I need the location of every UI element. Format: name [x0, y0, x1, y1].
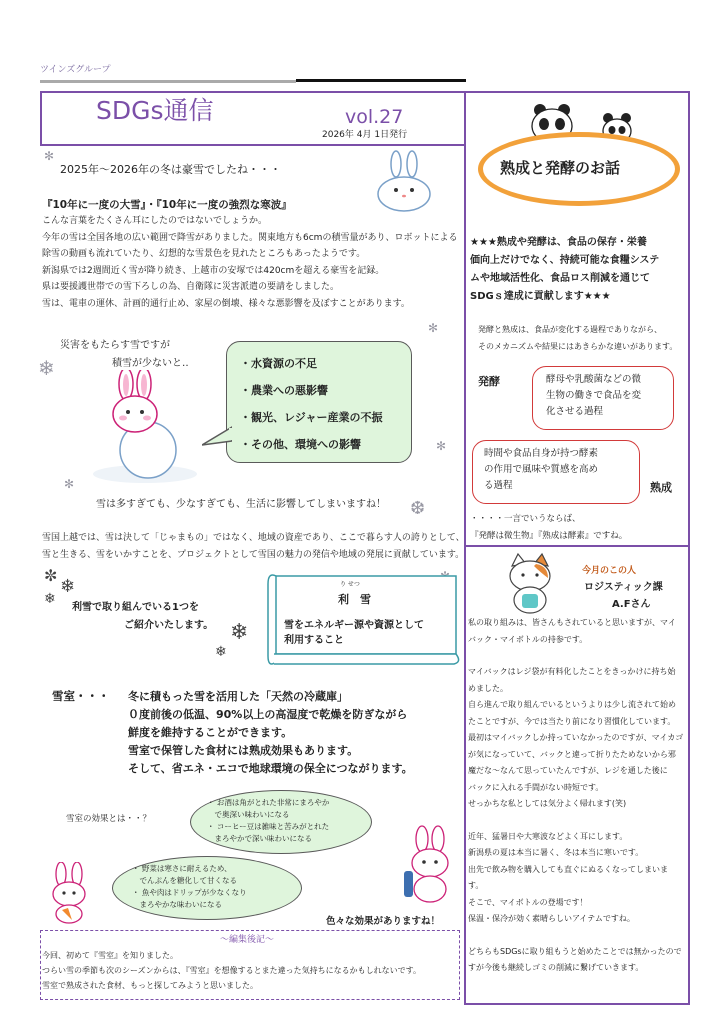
- yukimuro-line: ０度前後の低温、90%以上の高湿度で乾燥を防ぎながら: [128, 708, 408, 721]
- effect-line: でんぷんを糖化して甘くなる: [132, 876, 237, 885]
- snowflake-icon: ❄: [230, 620, 249, 645]
- effect-item: ・その他、環境への影響: [240, 438, 361, 451]
- hakko-label: 発酵: [478, 375, 500, 388]
- effect-line: ・ お酒は角がとれた非常にまろやか: [207, 798, 330, 807]
- disaster-line-1: 災害をもたらす雪ですが: [60, 340, 170, 351]
- jukusei-desc: [484, 446, 598, 494]
- bunny-sake-illustration: [398, 825, 458, 905]
- side-summary: [470, 511, 627, 544]
- effect-line: で奥深い味わいになる: [207, 810, 290, 819]
- lead-line: 価向上だけでなく、持続可能な食糧システ: [470, 255, 660, 266]
- person-line: 私の取り組みは、皆さんもされていると思いますが、マイ: [468, 618, 676, 627]
- person-line: マイバックはレジ袋が有料化したことをきっかけに持ち始: [468, 667, 676, 676]
- effect-line: ・ コーヒー豆は雑味と苦みがとれた: [207, 822, 330, 831]
- person-line: たことですが、今では当たり前になり習慣化しています。: [468, 716, 676, 726]
- left-column-border-top: [40, 91, 42, 146]
- riyoku-desc-2: 利用すること: [284, 635, 344, 646]
- diff-line: そのメカニズムや結果にはあきらかな違いがあります。: [478, 341, 678, 351]
- side-difference: [478, 322, 677, 355]
- person-line: どちらもSDGsに取り組もうと始めたことでは無かったので: [468, 946, 682, 956]
- person-line: めました。: [468, 683, 508, 693]
- person-line: 保温・保冷が効く素晴らしいアイテムですね。: [468, 914, 635, 923]
- region-line: 雪国上越では、雪は決して「じゃまもの」ではなく、地域の資産であり、ここで暮らす人の誇りとして、: [42, 533, 465, 543]
- effect-item: ・農業への悪影響: [240, 384, 328, 397]
- person-line: 自ら進んで取り組んでいるというよりは少し流されて始め: [468, 700, 676, 709]
- jukusei-label: 熟成: [650, 481, 672, 494]
- intro-line: 雪は、電車の運休、計画的通行止め、家屋の倒壊、様々な悪影響を及ぼすことがあります。: [42, 298, 410, 309]
- hakko-line: 酵母や乳酸菌などの微: [546, 374, 642, 385]
- editor-line: 雪室で熟成された食材、もっと探してみようと思いました。: [42, 981, 258, 990]
- jukusei-line: の作用で風味や質感を高め: [484, 464, 599, 475]
- person-name: A.Fさん: [612, 599, 651, 610]
- snowflake-icon: ❄: [60, 576, 76, 597]
- header-rule-grey: [40, 80, 296, 83]
- snowflake-icon: ✻: [44, 149, 55, 163]
- person-line: 近年、猛暑日や大寒波などよく耳にします。: [468, 831, 628, 841]
- snowflake-icon: ❄: [44, 591, 56, 607]
- person-line: 出先で飲み物を購入しても直ぐにぬるくなってしまいま: [468, 864, 668, 874]
- hakko-line: 化させる過程: [546, 406, 604, 417]
- banner-title: 熟成と発酵のお話: [500, 159, 621, 177]
- yukimuro-line: そして、省エネ・エコで地球環境の保全につながります。: [128, 762, 413, 775]
- lead-line: SDGｓ達成に貢献します★★★: [470, 291, 611, 302]
- person-line: が気になっていて、バックと違って折りたためないから邪: [468, 749, 676, 759]
- side-lead: [470, 234, 659, 306]
- group-name: ツインズグループ: [40, 65, 111, 75]
- yukimuro-line: 冬に積もった雪を活用した「天然の冷蔵庫」: [128, 690, 348, 703]
- bunny-carrot-illustration: [44, 862, 94, 924]
- riyoku-desc-1: 雪をエネルギー源や資源として: [284, 620, 424, 631]
- yukimuro-line: 鮮度を維持することができます。: [128, 726, 293, 739]
- effect-bubble-drinks-text: [207, 797, 329, 845]
- effect-line: まろやかで深い味わいになる: [207, 834, 312, 843]
- intro-line: 県は要援護世帯での雪下ろしの為、自衛隊に災害派遣の要請をしました。: [42, 282, 340, 292]
- region-body: [42, 530, 465, 563]
- intro-line: 今年の雪は全国各地の広い範囲で降雪がありました。関東地方も6cmの積雪量があり、ロボットによる: [42, 232, 458, 243]
- person-heading: 今月のこの人: [582, 566, 637, 576]
- disaster-line-2: 積雪が少ないと‥: [112, 358, 189, 369]
- hakko-desc: [546, 372, 641, 420]
- snowflake-icon: ❄: [215, 644, 227, 660]
- person-dept: ロジスティック課: [584, 582, 663, 593]
- bubble-tail: [202, 425, 232, 449]
- intro-line: 新潟県では2週間近く雪が降り続き、上越市の安塚では420cmを超える豪雪を記録。: [42, 265, 385, 276]
- person-line: す。: [468, 881, 484, 890]
- intro-greeting: 2025年～2026年の冬は豪雪でしたね・・・: [60, 163, 281, 176]
- riyoku-title: 利 雪: [338, 593, 371, 606]
- snowflake-icon: ❄: [38, 356, 55, 380]
- snowflake-icon: ✼: [44, 566, 58, 585]
- hakko-line: 生物の働きで食品を変: [546, 390, 642, 401]
- side-section-divider: [466, 545, 688, 547]
- effect-line: まろやかな味わいになる: [132, 900, 222, 909]
- intro-body: [42, 213, 457, 312]
- yukimuro-body: [128, 688, 413, 778]
- title-underline: [40, 144, 466, 146]
- region-line: 雪と生きる、雪をいかすことを、プロジェクトとして雪国の魅力の発信や地域の発展に貢献しています。: [42, 549, 465, 560]
- intro-line: こんな言葉をたくさん耳にしたのではないでしょうか。: [42, 216, 268, 226]
- effect-item: ・観光、レジャー産業の不振: [240, 411, 383, 424]
- bottom-border: [464, 1003, 690, 1005]
- volume-number: vol.27: [345, 106, 404, 128]
- page-title: SDGs通信: [96, 96, 214, 125]
- lead-line: ムや地域活性化、食品ロス削減を通じて: [470, 273, 650, 284]
- bunny-snowball-illustration: [90, 370, 200, 485]
- summary-line: ・・・・一言でいうならば、: [470, 514, 581, 524]
- person-line: バック・マイボトルの持参です。: [468, 634, 588, 644]
- jukusei-line: 時間や食品自身が持つ酵素: [484, 448, 599, 459]
- diff-line: 発酵と熟成は、食品が変化する過程でありながら、: [478, 325, 662, 334]
- editor-line: 今回、初めて『雪室』を知りました。: [42, 951, 178, 960]
- riyoku-ruby: り せつ: [340, 581, 360, 588]
- disaster-effects-list: [240, 350, 383, 458]
- effect-item: ・水資源の不足: [240, 357, 317, 370]
- person-body: [468, 615, 683, 977]
- summary-line: 『発酵は微生物』『熟成は酵素』ですね。: [470, 530, 628, 541]
- effect-line: ・ 魚や肉はドリップが少なくなり: [132, 888, 247, 897]
- riyoku-intro-2: ご紹介いたします。: [124, 620, 214, 631]
- issue-date: 2026年 4月 1日発行: [322, 130, 408, 140]
- person-line: せっかちな私としては気分よく帰れます(笑): [468, 799, 627, 808]
- effect-line: ・ 野菜は寒さに耐えるため、: [132, 864, 232, 873]
- right-column-border: [688, 91, 690, 1005]
- editor-line: つらい雪の季節も次のシーズンからは、『雪室』を想像するとまた違った気持ちになるかもしれないです。: [42, 966, 421, 975]
- person-line: 最初はマイバックしか持っていなかったのですが、マイカゴ: [468, 733, 684, 742]
- effects-closing: 色々な効果がありますね！: [326, 916, 441, 927]
- effect-bubble-food-text: [132, 863, 247, 911]
- person-line: バックに入れる手間がない時短です。: [468, 782, 604, 792]
- header-rule-purple: [40, 91, 690, 93]
- effects-question: 雪室の効果とは・・？: [66, 814, 152, 824]
- snowflake-icon: ✻: [428, 321, 439, 335]
- header-rule-black: [296, 79, 466, 82]
- riyoku-intro-1: 利雪で取り組んでいる1つを: [72, 602, 199, 613]
- snowflake-icon: ✻: [436, 439, 447, 453]
- person-line: すが今後も継続しゴミの削減に繋げていきます。: [468, 963, 644, 972]
- snowflake-icon: ✻: [64, 477, 75, 491]
- snowflake-icon: ❆: [410, 498, 426, 519]
- intro-line: 除雪の動画も流れていたり、幻想的な雪景色を見れたところもあったようです。: [42, 249, 366, 259]
- yukimuro-label: 雪室・・・: [52, 689, 110, 703]
- intro-heading: 『10年に一度の大雪』・『10年に一度の強烈な寒波』: [42, 199, 292, 211]
- person-line: 新潟県の夏は本当に暑く、冬は本当に寒いです。: [468, 848, 644, 857]
- jukusei-line: る過程: [484, 480, 513, 491]
- snow-bunny-illustration: [374, 150, 434, 212]
- lead-line: ★★★熟成や発酵は、食品の保存・栄養: [470, 237, 647, 248]
- person-line: そこで、マイボトルの登場です！: [468, 897, 588, 907]
- person-line: 魔だな～なんて思っていたんですが、レジを通した後に: [468, 766, 668, 775]
- editor-note-body: [42, 948, 421, 993]
- cat-illustration: [500, 552, 562, 616]
- yukimuro-line: 雪室で保管した食材には熟成効果もあります。: [128, 744, 359, 757]
- disaster-caption: 雪は多すぎても、少なすぎても、生活に影響してしまいますね！: [96, 499, 386, 510]
- editor-note-title: ～編集後記～: [220, 935, 275, 945]
